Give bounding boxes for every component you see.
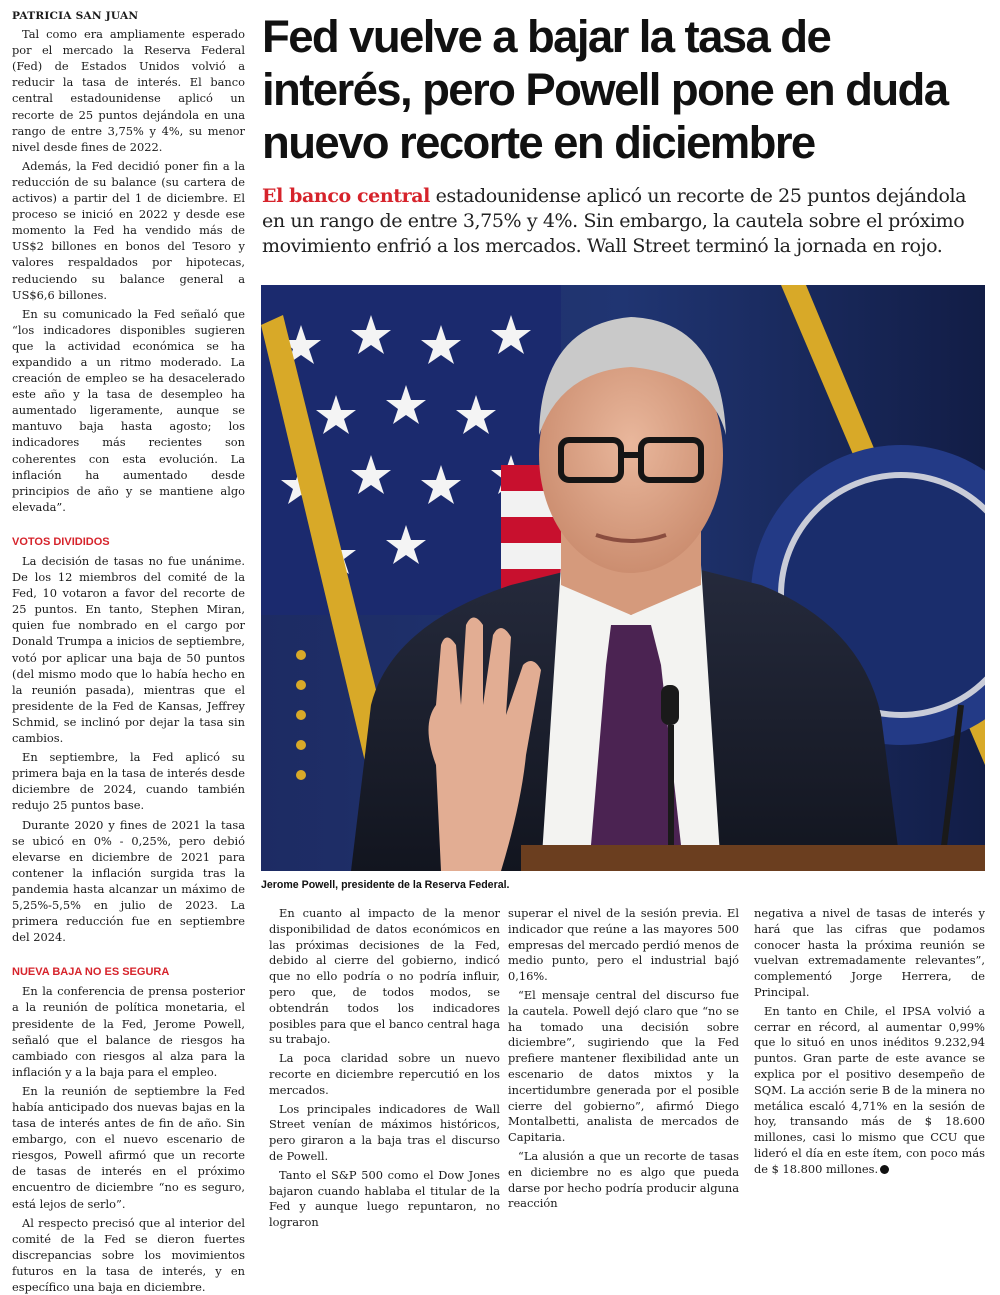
lede bbox=[262, 184, 990, 259]
column-1 bbox=[269, 906, 500, 1231]
paragraph: En cuanto al impacto de la menor disponibilidad de datos económicos en las próximas decisiones de la Fed, debido al cierre del gobierno, indicó que no ello podría o no podría influir, pero que, de todos modos, se obtendrán todos los indicadores posibles para que el banco central haga su trabajo. bbox=[269, 906, 500, 1047]
paragraph: La decisión de tasas no fue unánime. De los 12 miembros del comité de la Fed, 10 votaron a favor del recorte de 25 puntos. En tanto, Stephen Miran, quien fue nombrado en el cargo por Donald Trumpa a inicios de septiembre, votó por aplicar una baja de 50 puntos (del mismo modo que lo había hecho en la reunión pasada), mientras que el presidente de la Fed de Kansas, Jeffrey Schmid, se inclinó por dejar la tasa sin cambios. bbox=[12, 554, 245, 746]
paragraph: Durante 2020 y fines de 2021 la tasa se ubicó en 0% - 0,25%, pero debió elevarse en diciembre de 2021 para contener la inflación surgida tras la pandemia hasta alcanzar un máximo de 5,25%-5,5% en julio de 2023. La primera reducción fue en septiembre del 2024. bbox=[12, 817, 245, 945]
column-2 bbox=[508, 906, 739, 1212]
paragraph: “El mensaje central del discurso fue la cautela. Powell dejó claro que “no se ha tomado una decisión sobre diciembre”, sugiriendo que la Fed prefiere mantener flexibilidad ante un escenario de datos mixtos y la incertidumbre generada por el posible cierre del gobierno”, afirmó Diego Montalbetti, analista de mercados de Capitaria. bbox=[508, 987, 739, 1145]
end-mark-icon bbox=[880, 1165, 889, 1174]
paragraph: Tal como era ampliamente esperado por el mercado la Reserva Federal (Fed) de Estados Unidos volvió a reducir la tasa de interés. El banco central estadounidense aplicó un recorte de 25 puntos dejándola en una rango de entre 3,75% y 4%, su menor nivel desde fines de 2022. bbox=[12, 27, 245, 154]
subhead-nueva-baja: NUEVA BAJA NO ES SEGURA bbox=[12, 966, 170, 979]
paragraph: En su comunicado la Fed señaló que “los indicadores disponibles sugieren que la actividad económica se ha expandido a un ritmo moderado. La creación de empleo se ha desacelerado este año y la tasa de desempleo ha aumentado ligeramente, aunque se mantuvo baja hasta agosto; los indicadores más recientes son coherentes con esta evolución. La inflación ha aumentado desde principios de año y se mantiene algo elevada”. bbox=[12, 306, 245, 514]
paragraph bbox=[754, 1004, 985, 1178]
paragraph: En la reunión de septiembre la Fed había anticipado dos nuevas bajas en la tasa de interés antes de fin de año. Sin embargo, con el nuevo escenario de riesgos, Powell afirmó que un recorte de tasas de interés en el próximo encuentro de diciembre “no es seguro, está lejos de serlo”. bbox=[12, 1083, 245, 1211]
paragraph: En septiembre, la Fed aplicó su primera baja en la tasa de interés desde diciembre de 2024, cuando también redujo 25 puntos base. bbox=[12, 750, 245, 813]
paragraph: negativa a nivel de tasas de interés y hará que las cifras que podamos conocer hasta la próxima reunión se vuelvan extremadamente relevantes”, complementó Jorge Herrera, de Principal. bbox=[754, 906, 985, 999]
left-column bbox=[12, 8, 245, 1295]
powell-photo-illustration bbox=[261, 285, 985, 871]
paragraph: Los principales indicadores de Wall Street venían de máximos históricos, pero giraron a la baja tras el discurso de Powell. bbox=[269, 1101, 500, 1163]
paragraph: En la conferencia de prensa posterior a la reunión de política monetaria, el presidente de la Fed, Jerome Powell, señaló que el balance de riesgos ha cambiado con riesgos al alza para la inflación y a la baja para el empleo. bbox=[12, 984, 245, 1079]
paragraph: superar el nivel de la sesión previa. El indicador que reúne a las mayores 500 empresas del mercado perdió menos de medio punto, pero el industrial bajó 0,16%. bbox=[508, 906, 739, 984]
paragraph: La poca claridad sobre un nuevo recorte en diciembre repercutió en los mercados. bbox=[269, 1051, 500, 1097]
column-3 bbox=[754, 906, 985, 1178]
lower-columns bbox=[261, 906, 990, 1230]
paragraph: Al respecto precisó que al interior del comité de la Fed se dieron fuertes discrepancias sobre los movimientos futuros en la tasa de interés, y en específico una baja en diciembre. bbox=[12, 1215, 245, 1295]
lede-text: estadounidense aplicó un recorte de 25 puntos dejándola en un rango de entre 3,75% y 4%. Sin embargo, la cautela sobre el próximo movimiento enfrió a los mercados. Wall Street terminó la jornada en rojo. bbox=[262, 185, 967, 257]
powell-photo bbox=[261, 285, 985, 871]
byline: PATRICIA SAN JUAN bbox=[12, 10, 139, 22]
lede-kicker: El banco central bbox=[262, 185, 430, 207]
paragraph: Tanto el S&P 500 como el Dow Jones bajaron cuando hablaba el titular de la Fed y aunque luego repuntaron, no lograron bbox=[269, 1167, 500, 1230]
paragraph: Además, la Fed decidió poner fin a la reducción de su balance (su cartera de activos) a partir del 1 de diciembre. El proceso se inició en 2022 y desde ese momento la Fed ha vendido más de US$2 billones en bonos del Tesoro y valores respaldados por hipotecas, reduciendo su balance general a US$6,6 billones. bbox=[12, 158, 245, 302]
headline: Fed vuelve a bajar la tasa de interés, pero Powell pone en duda nuevo recorte en diciembre bbox=[262, 11, 948, 168]
subhead-votos-divididos: VOTOS DIVIDIDOS bbox=[12, 535, 110, 548]
photo-caption: Jerome Powell, presidente de la Reserva Federal. bbox=[261, 879, 510, 891]
paragraph: “La alusión a que un recorte de tasas en diciembre no es algo que pueda darse por hecho podría producir alguna reacción bbox=[508, 1148, 739, 1211]
final-paragraph-text: En tanto en Chile, el IPSA volvió a cerrar en récord, al aumentar 0,99% que lo situó en unos inéditos 9.232,94 puntos. Gran parte de este avance se explica por el positivo desempeño de SQM. La acción serie B de la minera no metálica escaló 4,71% en la sesión de hoy, transando más de $ 18.600 millones, casi lo mismo que CCU que lideró el día en este ítem, con poco más de $ 18.800 millones. bbox=[754, 1003, 985, 1176]
